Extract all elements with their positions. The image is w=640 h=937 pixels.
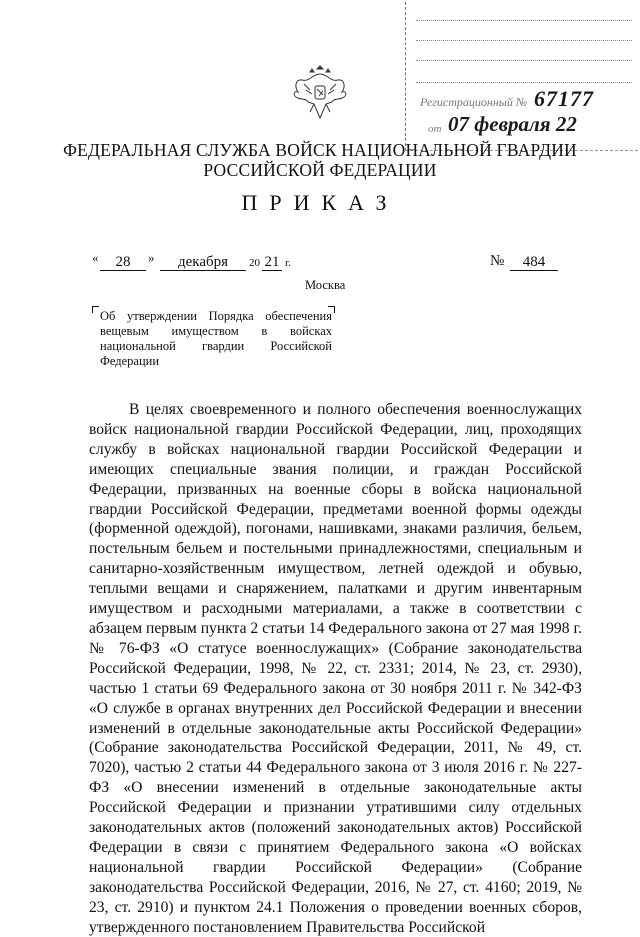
stamp-reg-number: 67177 [534, 86, 594, 111]
coat-of-arms-emblem-icon [290, 60, 350, 122]
org-name-line2: РОССИЙСКОЙ ФЕДЕРАЦИИ [203, 160, 437, 180]
order-subject: Об утверждении Порядка обеспечения вещевым имуществом в войсках национальной гвардии Российской Федерации [100, 309, 332, 368]
stamp-from-label: от [428, 123, 442, 135]
order-number: 484 [510, 254, 558, 271]
date-day: 28 [100, 254, 146, 271]
date-quote-close: » [148, 250, 155, 265]
order-body [89, 400, 582, 937]
city: Москва [305, 278, 346, 292]
date-year-unit: г. [285, 257, 292, 269]
stamp-line [416, 40, 632, 41]
date-year-suffix: 21 [262, 254, 282, 271]
org-name-line1: ФЕДЕРАЛЬНАЯ СЛУЖБА ВОЙСК НАЦИОНАЛЬНОЙ ГВАРДИИ [63, 140, 577, 160]
stamp-line [416, 20, 632, 21]
stamp-line [416, 60, 632, 61]
stamp-reg-label: Регистрационный № [420, 95, 528, 109]
document-type-title: ПРИКАЗ [241, 190, 399, 215]
date-quote-open: « [92, 250, 99, 265]
registration-stamp [405, 2, 638, 151]
body-paragraph: В целях своевременного и полного обеспечения военнослужащих войск национальной гвардии Российской Федерации, лиц, проходящих службу в войсках национальной гвардии Российской Федерации и имеющих специальные звания полиции, и граждан Российской Федерации, призванных на военные сборы в войска национальной гвардии Российской Федерации, предметами военной формы одежды (форменной одеждой), погонами, нашивками, знаками различия, бельем, постельным бельем и постельными принадлежностями, специальным и санитарно-хозяйственным имуществом, летней одеждой и обувью, теплыми вещами и снаряжением, палатками и другим инвентарным имуществом и расходными материалами, а также в соответствии с абзацем первым пункта 2 статьи 14 Федерального закона от 27 мая 1998 г. № 76-ФЗ «О статусе военнослужащих» (Собрание законодательства Российской Федерации, 1998, № 22, ст. 2331; 2014, № 23, ст. 2930), частью 1 статьи 69 Федерального закона от 30 ноября 2011 г. № 342-ФЗ «О службе в органах внутренних дел Российской Федерации и внесении изменений в отдельные законодательные акты Российской Федерации» (Собрание законодательства Российской Федерации, 2011, № 49, ст. 7020), частью 2 статьи 44 Федерального закона от 3 июля 2016 г. № 227-ФЗ «О внесении изменений в отдельные законодательные акты Российской Федерации и признании утратившими силу отдельных законодательных актов (положений законодательных актов) Российской Федерации в связи с принятием Федерального закона «О войсках национальной гвардии Российской Федерации» (Собрание законодательства Российской Федерации, 2016, № 27, ст. 4160; 2019, № 23, ст. 2910) и пунктом 24.1 Положения о проведении военных сборов, утвержденного постановлением Правительства Российской [89, 401, 582, 936]
stamp-line [416, 82, 632, 83]
order-number-sign: № [490, 253, 505, 269]
date-year-prefix: 20 [249, 257, 260, 269]
subject-corner-left [92, 306, 99, 313]
date-month: декабря [160, 254, 246, 271]
stamp-reg-date: 07 февраля 22 [448, 112, 577, 136]
